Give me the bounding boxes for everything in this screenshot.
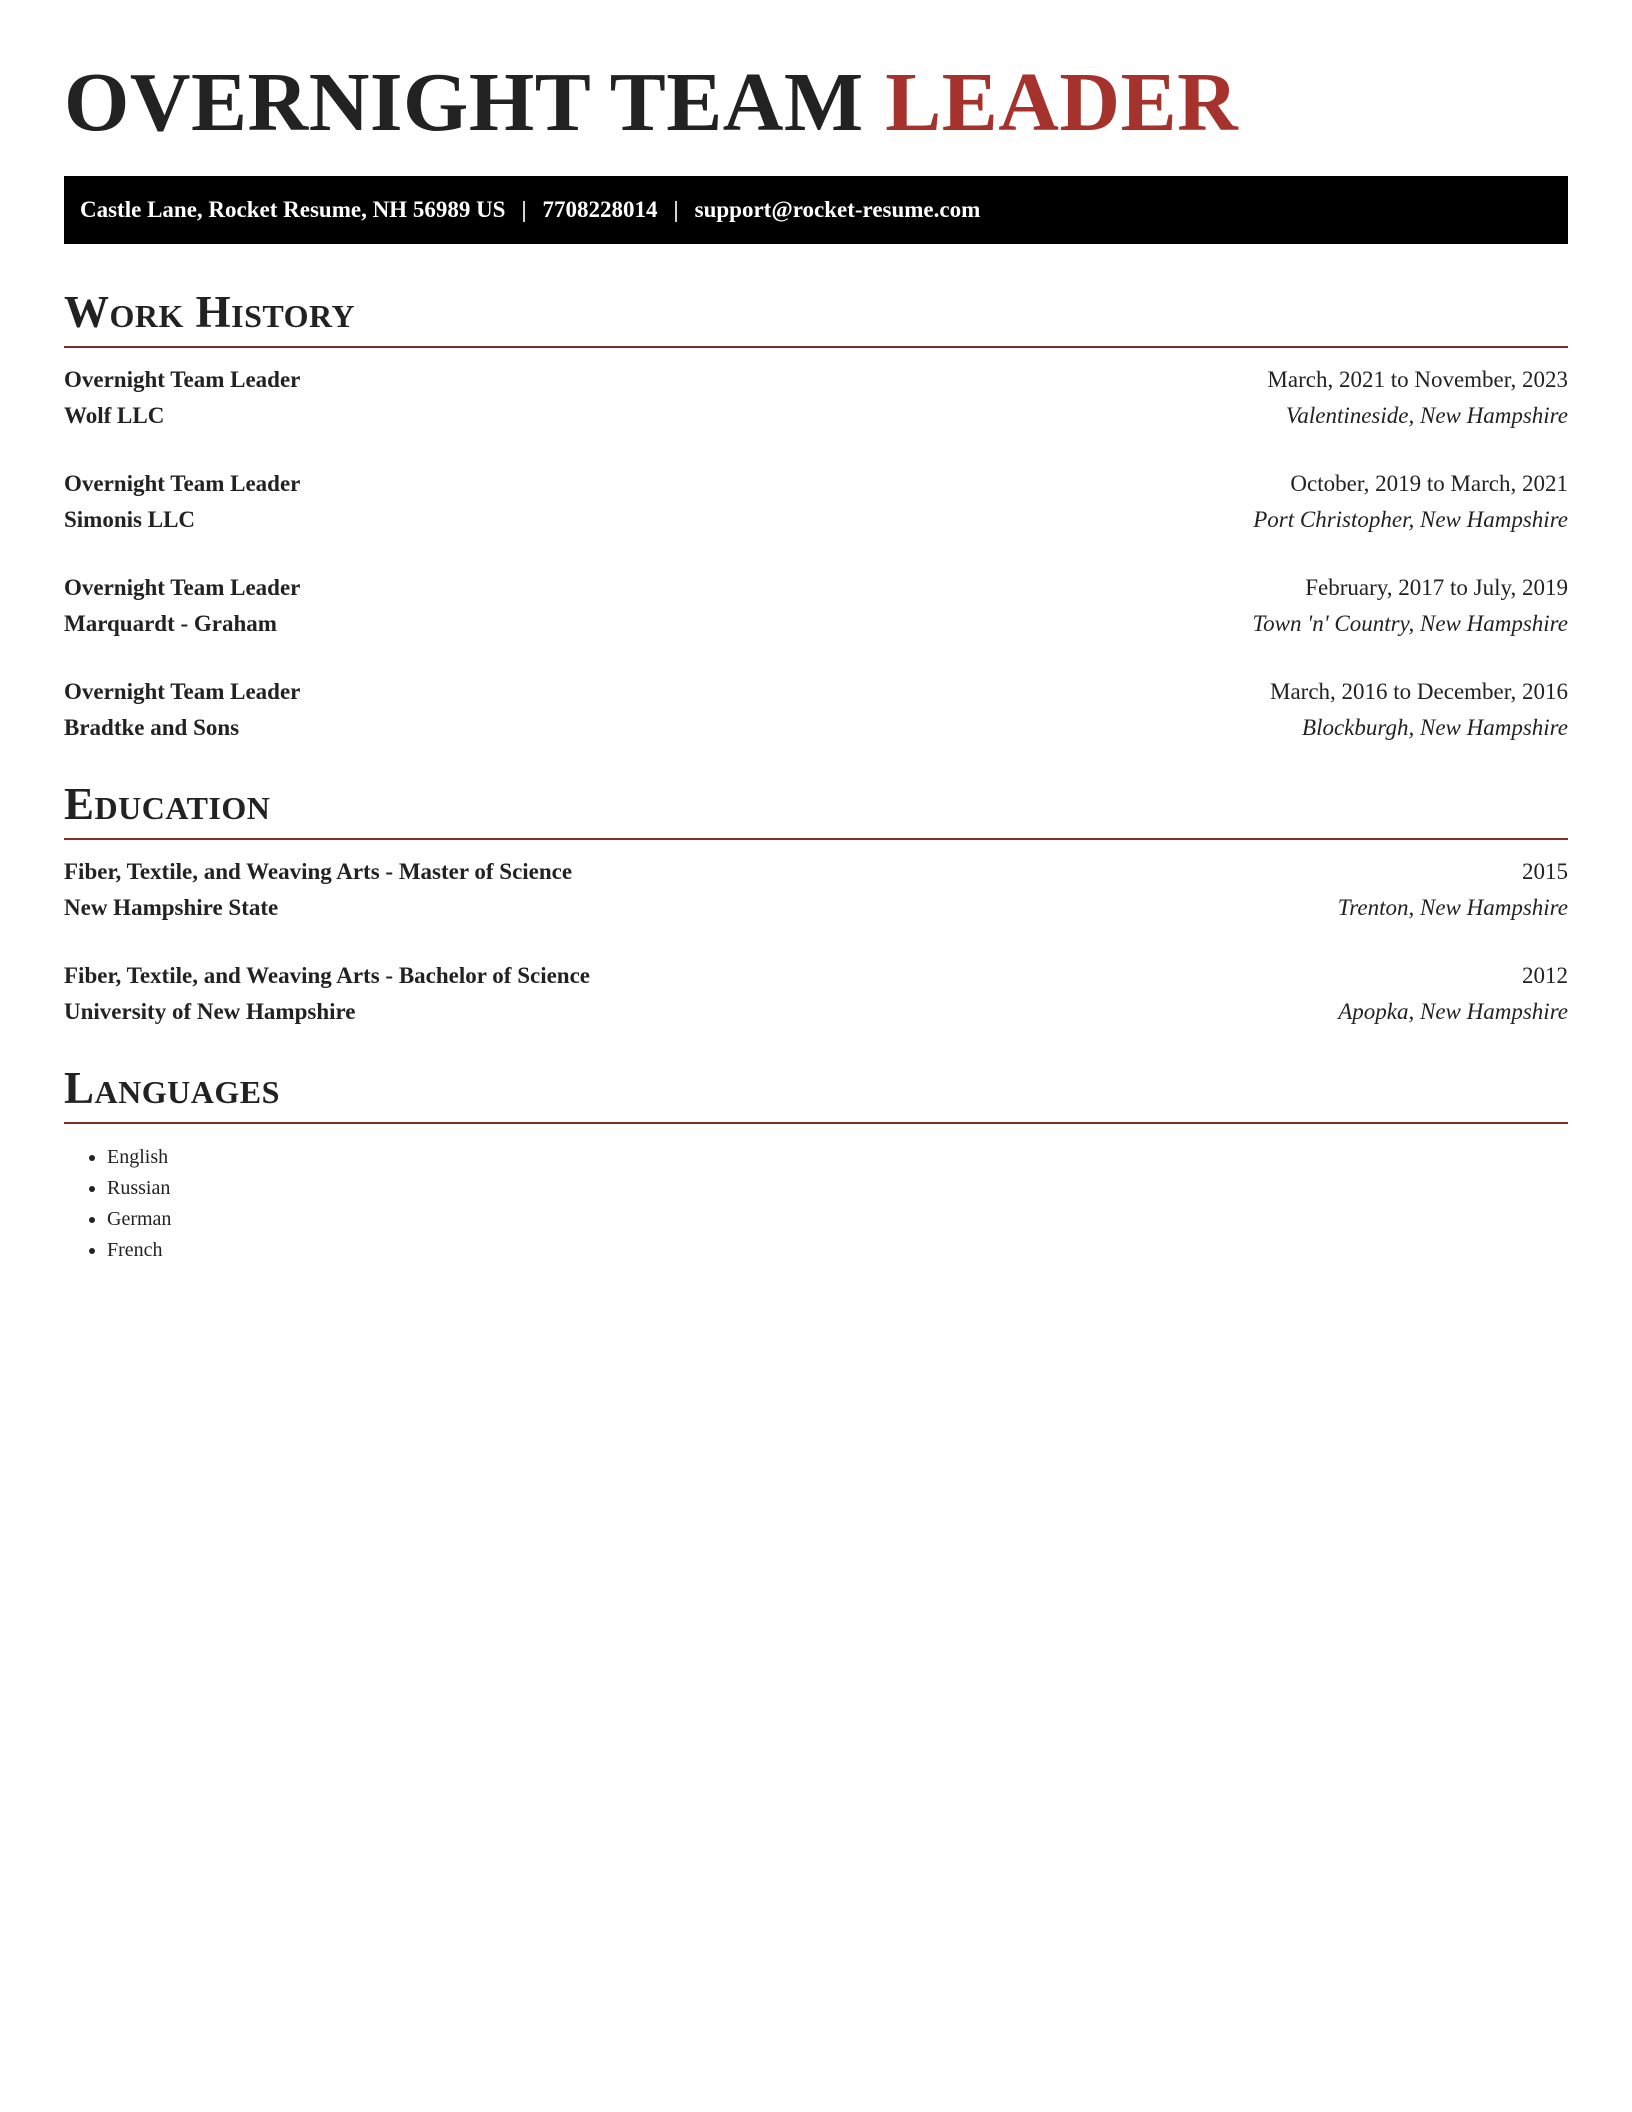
degree-title: Fiber, Textile, and Weaving Arts - Master of Science bbox=[64, 859, 573, 884]
title-part-accent: LEADER bbox=[885, 56, 1239, 149]
school-name: University of New Hampshire bbox=[64, 999, 356, 1024]
language-item: • English bbox=[107, 1142, 1568, 1173]
degree-year: 2012 bbox=[1522, 963, 1568, 988]
language-item: • French bbox=[107, 1235, 1568, 1266]
degree-title: Fiber, Textile, and Weaving Arts - Bachelor of Science bbox=[64, 963, 591, 988]
school-location: Apopka, New Hampshire bbox=[1338, 999, 1568, 1024]
job-dates: March, 2021 to November, 2023 bbox=[1267, 367, 1568, 392]
contact-bar bbox=[64, 176, 1568, 244]
job-company: Marquardt - Graham bbox=[64, 611, 277, 636]
resume-title bbox=[64, 50, 1568, 156]
contact-address: Castle Lane, Rocket Resume, NH 56989 US bbox=[80, 197, 506, 222]
contact-separator: | bbox=[673, 197, 679, 222]
education-entry bbox=[64, 958, 1568, 1030]
job-title: Overnight Team Leader bbox=[64, 367, 301, 392]
job-dates: October, 2019 to March, 2021 bbox=[1290, 471, 1568, 496]
education-heading: Education bbox=[64, 776, 1568, 840]
resume-page bbox=[64, 50, 1568, 1266]
contact-separator: | bbox=[521, 197, 527, 222]
job-location: Town 'n' Country, New Hampshire bbox=[1252, 611, 1568, 636]
title-part-dark: OVERNIGHT TEAM bbox=[64, 56, 864, 149]
language-item: • Russian bbox=[107, 1173, 1568, 1204]
work-entry bbox=[64, 570, 1568, 642]
job-title: Overnight Team Leader bbox=[64, 575, 301, 600]
job-location: Port Christopher, New Hampshire bbox=[1253, 507, 1568, 532]
degree-year: 2015 bbox=[1522, 859, 1568, 884]
languages-heading: Languages bbox=[64, 1060, 1568, 1124]
job-location: Valentineside, New Hampshire bbox=[1285, 403, 1568, 428]
job-company: Bradtke and Sons bbox=[64, 715, 240, 740]
work-entry bbox=[64, 362, 1568, 434]
school-location: Trenton, New Hampshire bbox=[1337, 895, 1568, 920]
job-location: Blockburgh, New Hampshire bbox=[1302, 715, 1568, 740]
job-title: Overnight Team Leader bbox=[64, 679, 301, 704]
contact-email: support@rocket-resume.com bbox=[694, 197, 981, 222]
job-dates: March, 2016 to December, 2016 bbox=[1270, 679, 1568, 704]
work-entry bbox=[64, 674, 1568, 746]
school-name: New Hampshire State bbox=[64, 895, 279, 920]
job-dates: February, 2017 to July, 2019 bbox=[1305, 575, 1568, 600]
work-entry bbox=[64, 466, 1568, 538]
work-history-heading: Work History bbox=[64, 284, 1568, 348]
education-entry bbox=[64, 854, 1568, 926]
languages-list bbox=[64, 1142, 1568, 1266]
language-item: • German bbox=[107, 1204, 1568, 1235]
contact-phone: 7708228014 bbox=[542, 197, 658, 222]
job-title: Overnight Team Leader bbox=[64, 471, 301, 496]
job-company: Simonis LLC bbox=[64, 507, 196, 532]
job-company: Wolf LLC bbox=[64, 403, 165, 428]
